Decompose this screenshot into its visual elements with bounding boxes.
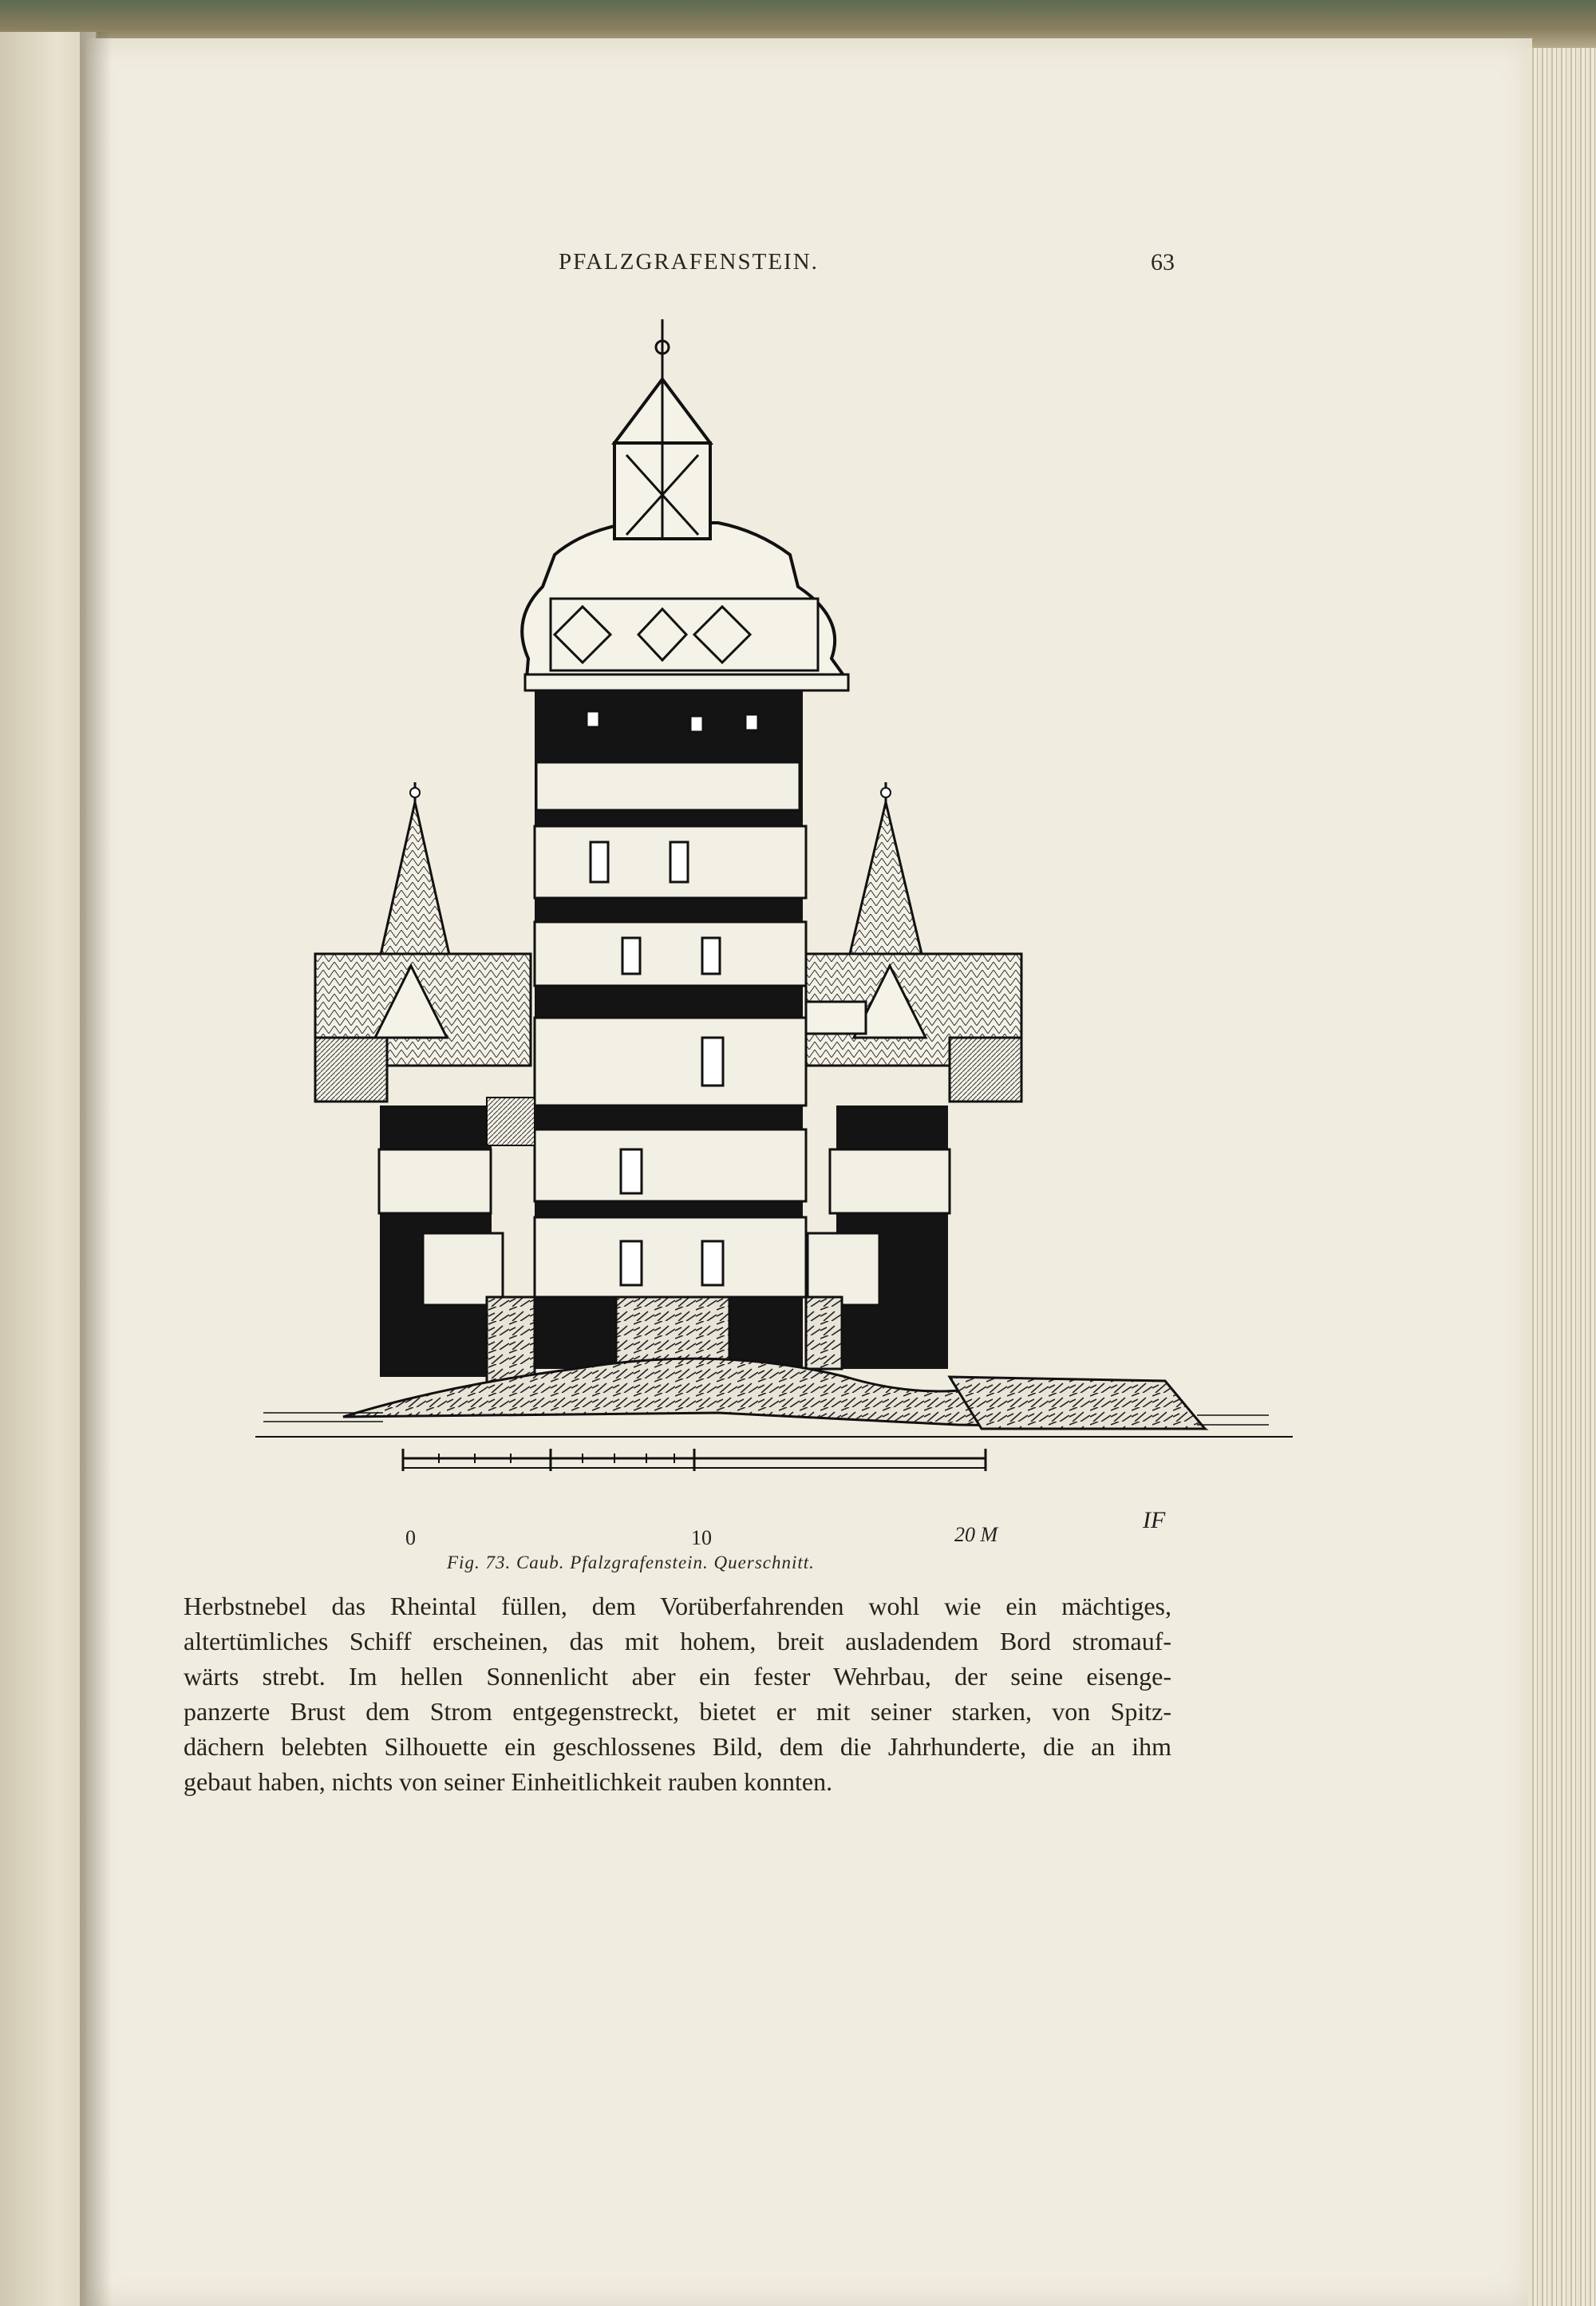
left-turret <box>315 782 535 1385</box>
figure-caption: Fig. 73. Caub. Pfalzgrafenstein. Querschnitt. <box>447 1552 815 1572</box>
running-header: PFALZGRAFENSTEIN. <box>559 249 819 275</box>
right-turret <box>806 782 1021 1369</box>
text-line: dächern belebten Silhouette ein geschlossenes Bild, dem die Jahrhunderte, die an ihm <box>184 1732 1171 1761</box>
body-paragraph <box>184 1588 1171 1799</box>
page-edges <box>1528 48 1596 2306</box>
text-line: altertümliches Schiff erscheinen, das mit hohem, breit ausladendem Bord stromauf- <box>184 1627 1171 1655</box>
artist-monogram: IF <box>1143 1507 1166 1533</box>
scale-bar <box>403 1449 986 1471</box>
text-line: Herbstnebel das Rheintal füllen, dem Vorüberfahrenden wohl wie ein mächtiges, <box>184 1592 1171 1620</box>
central-tower <box>535 690 806 1385</box>
scale-label-0: 0 <box>405 1526 416 1549</box>
scale-label-20: 20 M <box>954 1523 998 1546</box>
central-roof <box>522 319 848 690</box>
page-number: 63 <box>1151 249 1175 275</box>
text-line: wärts strebt. Im hellen Sonnenlicht aber ein fester Wehrbau, der seine eisenge- <box>184 1662 1171 1691</box>
spine-shadow <box>80 32 112 2306</box>
scale-label-10: 10 <box>691 1526 712 1549</box>
tower-cross-section-illustration <box>239 315 1301 1560</box>
text-line: panzerte Brust dem Strom entgegenstreckt, bietet er mit seiner starken, von Spitz- <box>184 1697 1171 1726</box>
text-line: gebaut haben, nichts von seiner Einheitlichkeit rauben konnten. <box>184 1767 833 1796</box>
